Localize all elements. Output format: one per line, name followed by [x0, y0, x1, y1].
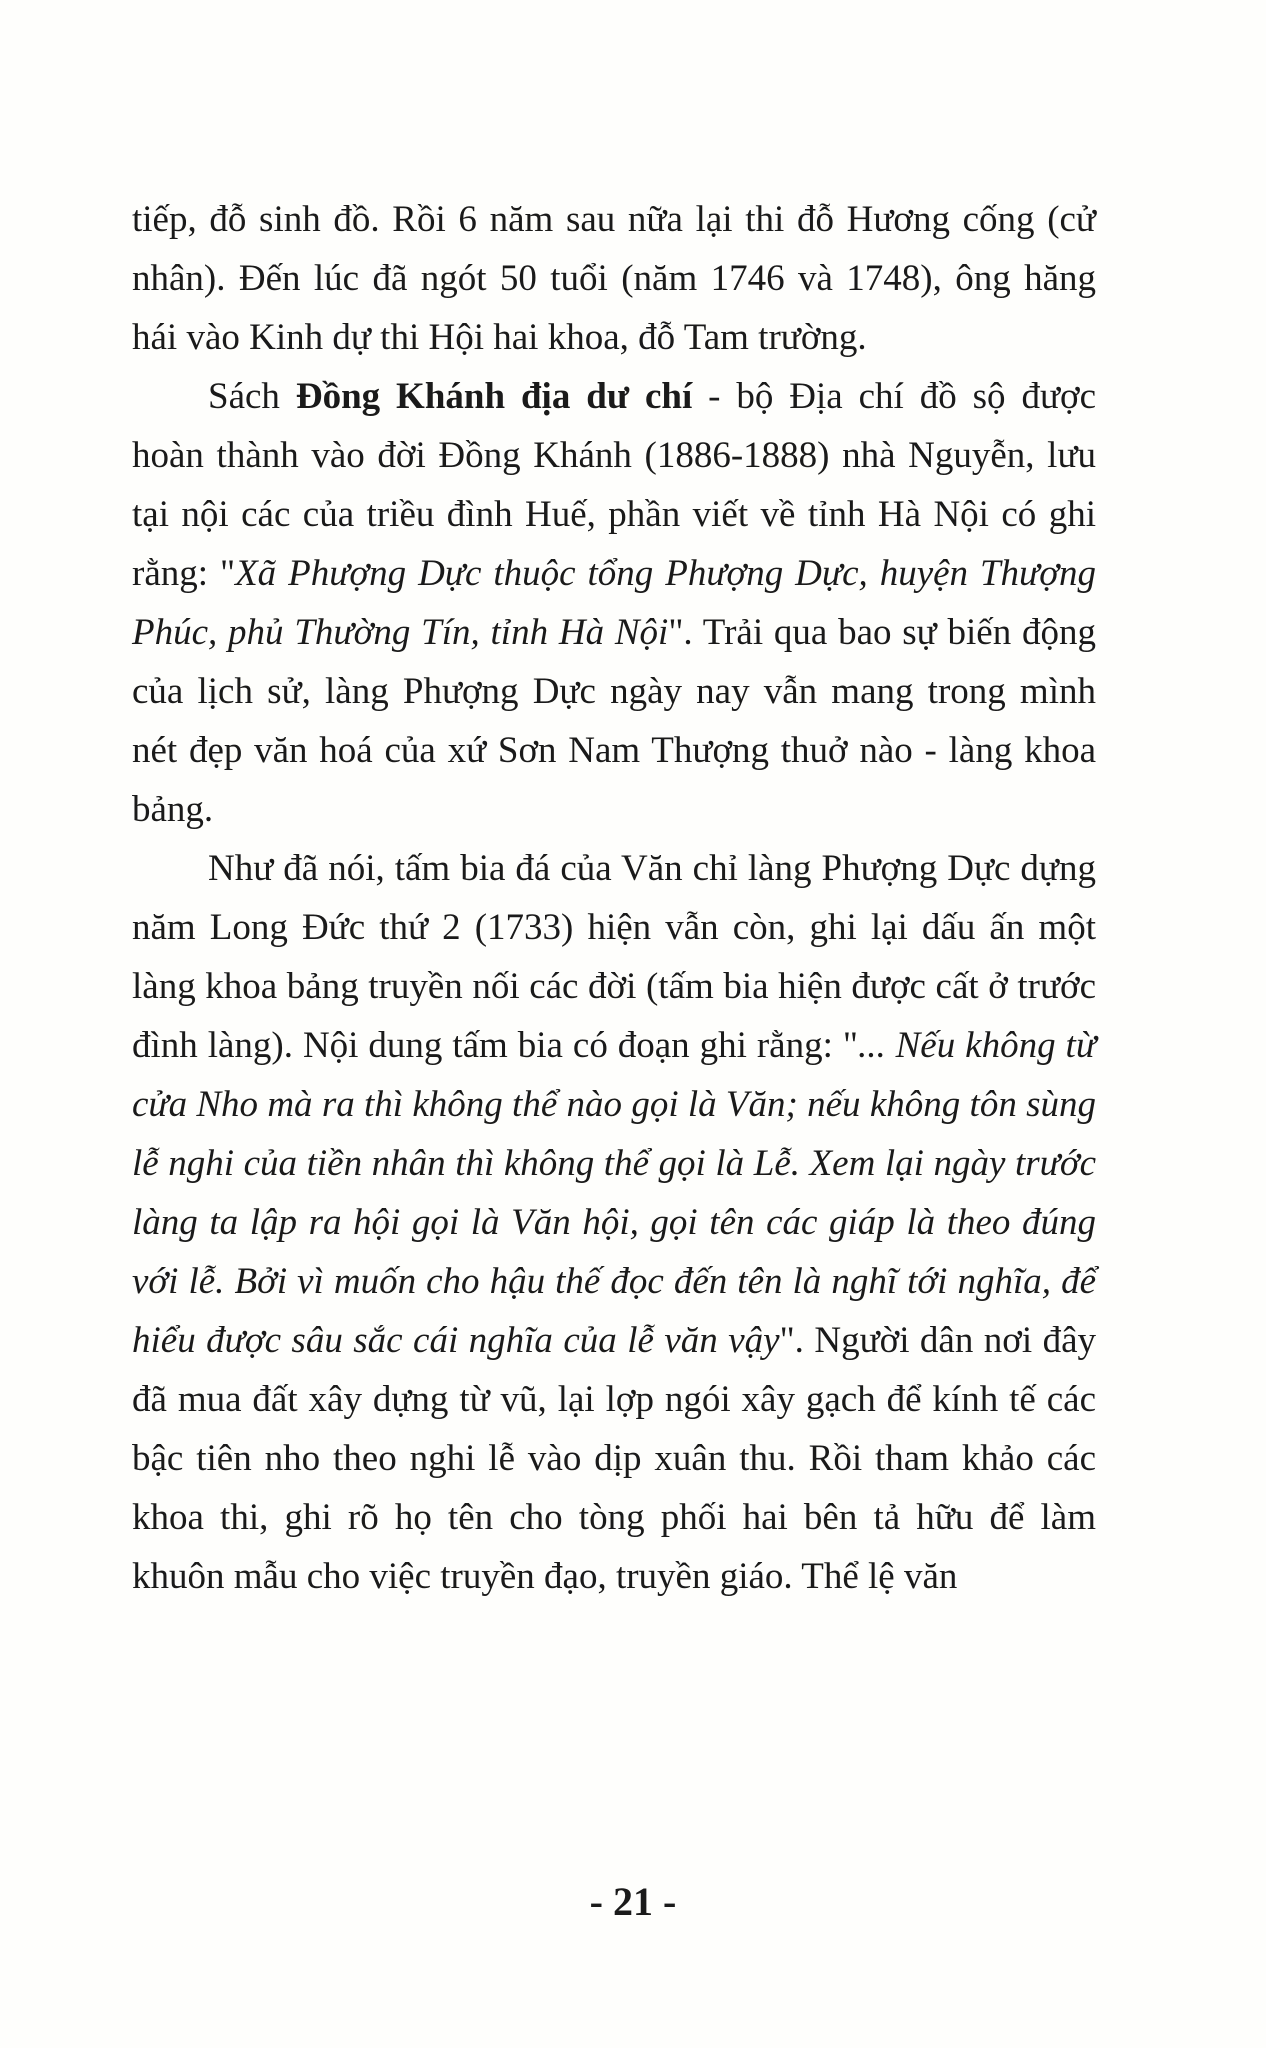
paragraph-3 — [132, 839, 1096, 1606]
page-number: - 21 - — [589, 1879, 677, 1924]
paragraph-3-tail: ". Người dân nơi đây đã mua đất xây dựng từ vũ, lại lợp ngói xây gạch để kính tế các bậc tiên nho theo nghi lễ vào dịp xuân thu. Rồi tham khảo các khoa thi, ghi rõ họ tên cho tòng phối hai bên tả hữu để làm khuôn mẫu cho việc truyền đạo, truyền giáo. Thể lệ văn — [132, 1320, 1096, 1597]
paragraph-2-lead: Sách — [208, 376, 296, 417]
paragraph-2-body: - bộ Địa chí đồ sộ được hoàn thành vào đời Đồng Khánh (1886-1888) nhà Nguyễn, lưu tại nội các của triều đình Huế, phần viết về tỉnh Hà Nội có ghi rằng: " — [132, 376, 1096, 594]
body-text — [132, 190, 1096, 1606]
paragraph-2 — [132, 367, 1096, 839]
paragraph-1-text: tiếp, đỗ sinh đồ. Rồi 6 năm sau nữa lại thi đỗ Hương cống (cử nhân). Đến lúc đã ngót 50 tuổi (năm 1746 và 1748), ông hăng hái vào Kinh dự thi Hội hai khoa, đỗ Tam trường. — [132, 199, 1096, 358]
quoted-record: Xã Phượng Dực thuộc tổng Phượng Dực, huyện Thượng Phúc, phủ Thường Tín, tỉnh Hà Nội — [132, 553, 1096, 653]
book-title-dong-khanh: Đồng Khánh địa dư chí — [295, 376, 693, 417]
stele-inscription-quote: ... Nếu không từ cửa Nho mà ra thì không thể nào gọi là Văn; nếu không tôn sùng lễ nghi của tiền nhân thì không thể gọi là Lễ. Xem lại ngày trước làng ta lập ra hội gọi là Văn hội, gọi tên các giáp là theo đúng với lễ. Bởi vì muốn cho hậu thế đọc đến tên là nghĩ tới nghĩa, để hiểu được sâu sắc cái nghĩa của lễ văn vậy — [132, 1025, 1097, 1361]
paragraph-1 — [132, 190, 1096, 367]
paragraph-2-tail: ". Trải qua bao sự biến động của lịch sử, làng Phượng Dực ngày nay vẫn mang trong mình nét đẹp văn hoá của xứ Sơn Nam Thượng thuở nào - làng khoa bảng. — [132, 612, 1097, 830]
paragraph-3-lead: Như đã nói, tấm bia đá của Văn chỉ làng Phượng Dực dựng năm Long Đức thứ 2 (1733) hiện vẫn còn, ghi lại dấu ấn một làng khoa bảng truyền nối các đời (tấm bia hiện được cất ở trước đình làng). Nội dung tấm bia có đoạn ghi rằng: " — [132, 848, 1096, 1066]
